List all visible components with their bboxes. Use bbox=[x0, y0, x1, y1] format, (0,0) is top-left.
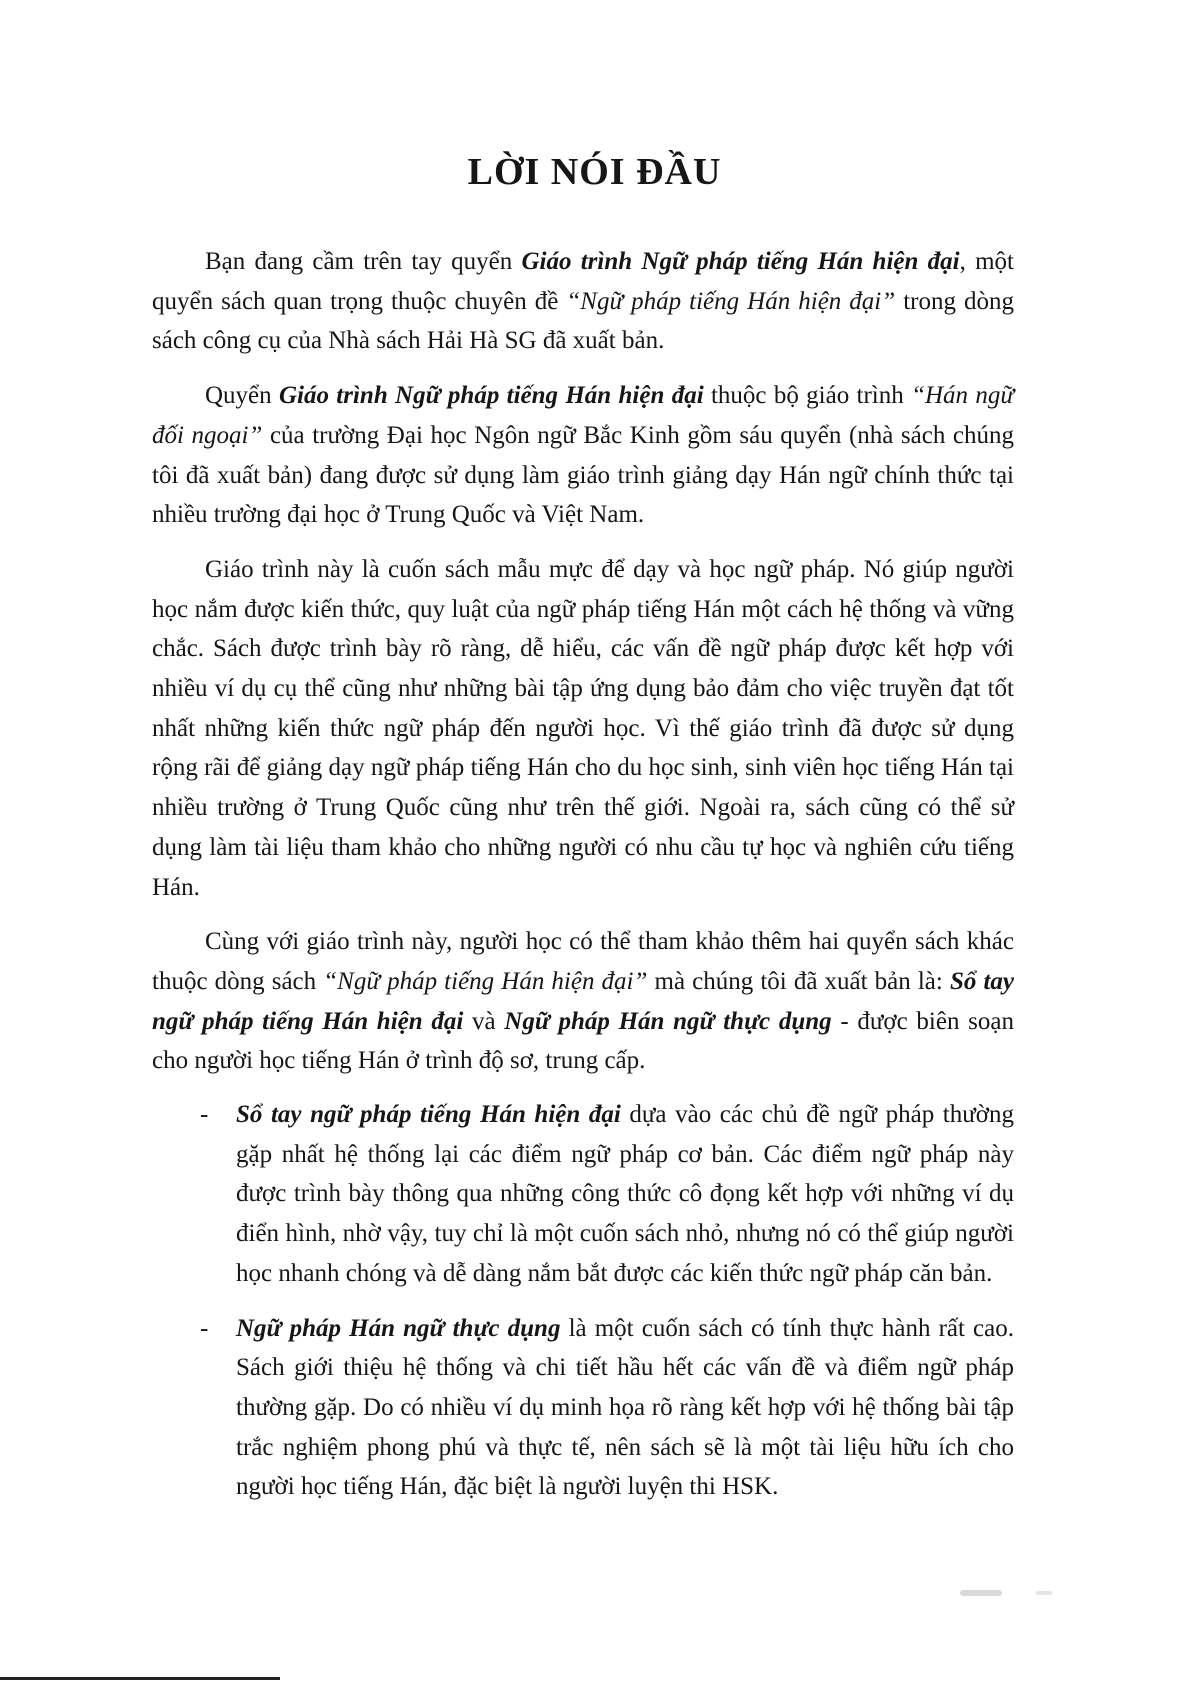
paragraph-text: Cùng với giáo trình này, người học có thể tham khảo thêm hai quyển sách khác thuộc dòng sách bbox=[152, 928, 1014, 995]
series-title-emphasis: “Ngữ pháp tiếng Hán hiện đại” bbox=[323, 967, 648, 995]
paragraph-1 bbox=[152, 242, 1014, 361]
list-item bbox=[152, 1309, 1014, 1508]
book-title-emphasis: Sổ tay ngữ pháp tiếng Hán hiện đại bbox=[152, 967, 1014, 1035]
paragraph-4 bbox=[152, 922, 1014, 1081]
paragraph-3: Giáo trình này là cuốn sách mẫu mực để dạy và học ngữ pháp. Nó giúp người học nắm được kiến thức, quy luật của ngữ pháp tiếng Hán một cách hệ thống và vững chắc. Sách được trình bày rõ ràng, dễ hiểu, các vấn đề ngữ pháp được kết hợp với nhiều ví dụ cụ thể cũng như những bài tập ứng dụng bảo đảm cho việc truyền đạt tốt nhất những kiến thức ngữ pháp đến người học. Vì thế giáo trình đã được sử dụng rộng rãi để giảng dạy ngữ pháp tiếng Hán cho du học sinh, sinh viên học tiếng Hán tại nhiều trường ở Trung Quốc cũng như trên thế giới. Ngoài ra, sách cũng có thể sử dụng làm tài liệu tham khảo cho những người có nhu cầu tự học và nghiên cứu tiếng Hán. bbox=[152, 555, 1014, 901]
book-title-emphasis: Giáo trình Ngữ pháp tiếng Hán hiện đại bbox=[278, 382, 704, 410]
scan-smudge bbox=[1036, 1591, 1052, 1595]
list-item-text: là một cuốn sách có tính thực hành rất cao. Sách giới thiệu hệ thống và chi tiết hầu hết các vấn đề và điểm ngữ pháp thường gặp. Do có nhiều ví dụ minh họa rõ ràng kết hợp với hệ thống bài tập trắc nghiệm phong phú và thực tế, nên sách sẽ là một tài liệu hữu ích cho người học tiếng Hán, đặc biệt là người luyện thi HSK. bbox=[236, 1314, 1014, 1501]
book-title-emphasis: Ngữ pháp Hán ngữ thực dụng bbox=[504, 1007, 832, 1035]
paragraph-text: mà chúng tôi đã xuất bản là: bbox=[647, 967, 950, 995]
book-title-emphasis: Giáo trình Ngữ pháp tiếng Hán hiện đại bbox=[521, 248, 960, 275]
paragraph-2 bbox=[152, 376, 1014, 535]
paragraph-text: của trường Đại học Ngôn ngữ Bắc Kinh gồm sáu quyển (nhà sách chúng tôi đã xuất bản) đang được sử dụng làm giáo trình giảng dạy Hán ngữ chính thức tại nhiều trường đại học ở Trung Quốc và Việt Nam. bbox=[152, 421, 1015, 529]
paragraph-text: Bạn đang cầm trên tay quyển bbox=[205, 248, 522, 275]
list-item bbox=[152, 1095, 1014, 1294]
paragraph-text: , một quyển sách quan trọng thuộc chuyên đề bbox=[152, 248, 1014, 315]
list-bullet-dash: - bbox=[200, 1101, 209, 1129]
series-title-emphasis: “Ngữ pháp tiếng Hán hiện đại” bbox=[566, 287, 896, 315]
document-body bbox=[152, 242, 1014, 1522]
book-title-emphasis: Sổ tay ngữ pháp tiếng Hán hiện đại bbox=[236, 1101, 621, 1129]
scan-smudge bbox=[960, 1590, 1002, 1596]
series-title-emphasis: “Hán ngữ đối ngoại” bbox=[152, 382, 1014, 449]
list-bullet-dash: - bbox=[200, 1314, 209, 1342]
paragraph-text: thuộc bộ giáo trình bbox=[703, 382, 912, 410]
list-item-text: dựa vào các chủ đề ngữ pháp thường gặp nhất hệ thống lại các điểm ngữ pháp cơ bản. Các điểm ngữ pháp này được trình bày thông qua những công thức cô đọng kết hợp với những ví dụ điển hình, nhờ vậy, tuy chỉ là một cuốn sách nhỏ, nhưng nó có thể giúp người học nhanh chóng và dễ dàng nắm bắt được các kiến thức ngữ pháp căn bản. bbox=[236, 1101, 1014, 1287]
paragraph-text: trong dòng sách công cụ của Nhà sách Hải Hà SG đã xuất bản. bbox=[152, 287, 1014, 355]
page-title: LỜI NÓI ĐẦU bbox=[467, 151, 722, 193]
paragraph-text: - được biên soạn cho người học tiếng Hán ở trình độ sơ, trung cấp. bbox=[152, 1007, 1014, 1075]
book-title-emphasis: Ngữ pháp Hán ngữ thực dụng bbox=[236, 1314, 561, 1342]
paragraph-text: và bbox=[463, 1007, 505, 1035]
paragraph-text: Quyển bbox=[205, 382, 279, 410]
page-bottom-rule bbox=[0, 1677, 280, 1680]
